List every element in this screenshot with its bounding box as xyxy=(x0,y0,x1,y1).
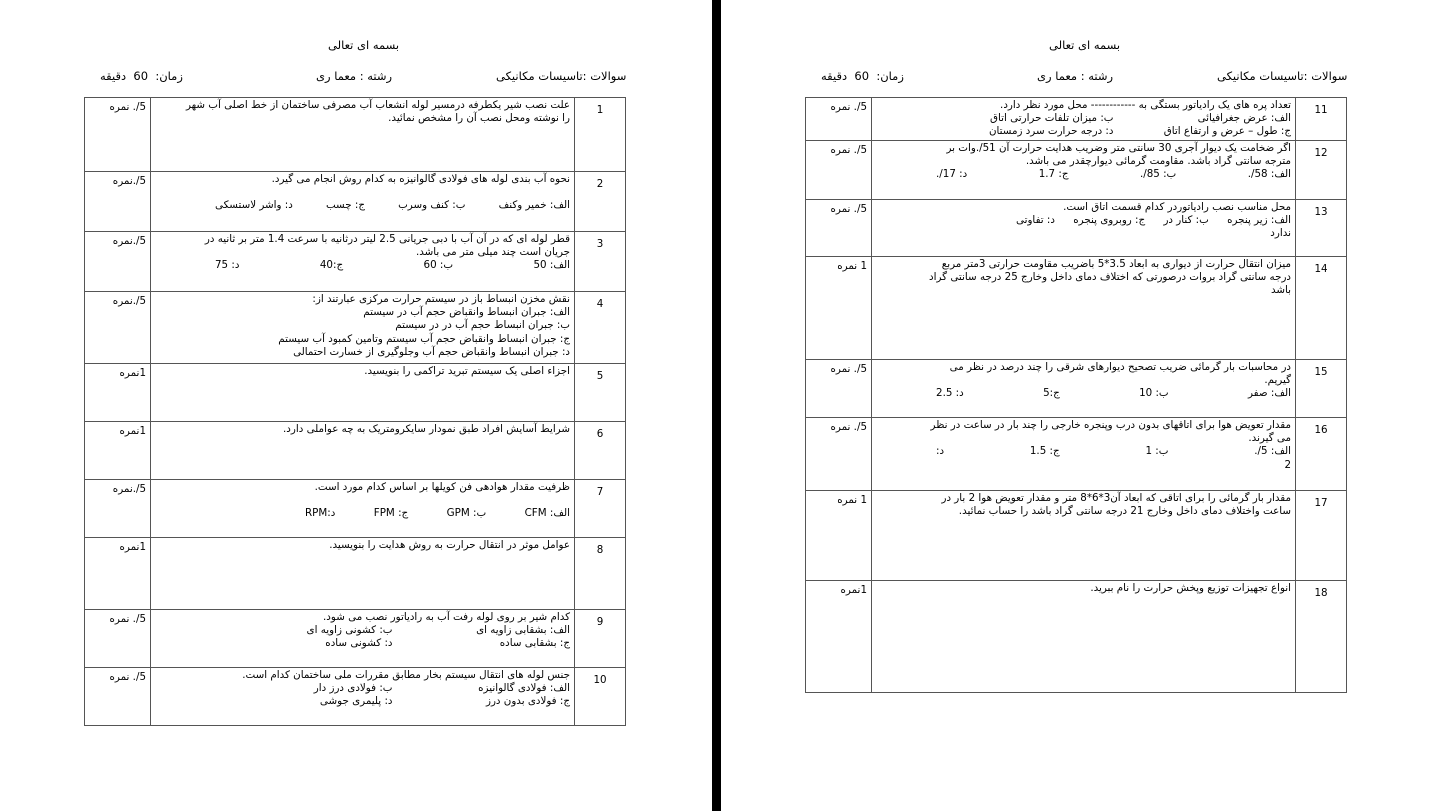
question-row xyxy=(806,257,1347,360)
question-line: درجه سانتی گراد بروات درصورتی که اختلاف دمای داخل وخارج 25 درجه سانتی گراد xyxy=(929,271,1291,284)
question-number: 13 xyxy=(1296,200,1347,257)
question-score: 5/.نمره xyxy=(85,292,151,364)
answer-option: ج:40 xyxy=(319,259,344,272)
header-time: زمان: 60 دقیقه xyxy=(821,69,904,83)
question-score: 5/. نمره xyxy=(85,98,151,172)
answer-option: د: 2.5 xyxy=(936,387,964,400)
header-subject: سوالات :تاسیسات مکانیکی xyxy=(496,69,627,83)
question-text xyxy=(151,364,575,422)
question-number: 12 xyxy=(1296,141,1347,200)
question-row xyxy=(85,172,626,232)
exam-page-left xyxy=(0,0,712,811)
question-line: ج: جبران انبساط وانقباض حجم آب سیستم وتامین کمبود آب سیستم xyxy=(278,332,570,345)
question-line: محل مناسب نصب رادیاتوردر کدام قسمت اتاق است. xyxy=(1063,201,1291,213)
question-number: 10 xyxy=(575,668,626,726)
question-number: 14 xyxy=(1296,257,1347,360)
question-line: مقدار تعویض هوا برای اتاقهای بدون درب وپنجره خارجی را چند بار در ساعت در نظر xyxy=(930,419,1291,431)
question-row xyxy=(85,98,626,172)
answer-option: ج:5 xyxy=(1043,387,1060,400)
question-line: عوامل موثر در انتقال حرارت به روش هدایت را بنویسید. xyxy=(329,539,570,551)
question-line: انواع تجهیزات توزیع وپخش حرارت را نام ببرید. xyxy=(1090,582,1291,594)
questions-table xyxy=(84,97,626,726)
question-text xyxy=(872,200,1296,257)
question-score: 1نمره xyxy=(85,422,151,480)
exam-page-right xyxy=(721,0,1434,811)
answer-option: ب: GPM xyxy=(446,507,487,520)
question-number: 18 xyxy=(1296,581,1347,693)
question-score: 1 نمره xyxy=(806,257,872,360)
question-score: 1نمره xyxy=(806,581,872,693)
answer-option: ج: بشقابی ساده xyxy=(499,637,570,650)
answer-option: د:RPM xyxy=(305,507,336,520)
question-score: 5/. نمره xyxy=(806,200,872,257)
answer-options xyxy=(876,125,1291,138)
question-score: 1نمره xyxy=(85,364,151,422)
question-text xyxy=(872,257,1296,360)
questions-table xyxy=(805,97,1347,693)
question-text xyxy=(151,232,575,292)
question-number: 6 xyxy=(575,422,626,480)
question-row xyxy=(806,491,1347,581)
question-line: اجزاء اصلی یک سیستم تبرید تراکمی را بنویسید. xyxy=(364,365,570,377)
question-number: 2 xyxy=(575,172,626,232)
question-number: 17 xyxy=(1296,491,1347,581)
answer-option: ج: فولادی بدون درز xyxy=(485,695,570,708)
question-row xyxy=(806,418,1347,491)
question-number: 8 xyxy=(575,538,626,610)
question-line: نحوه آب بندی لوله های فولادی گالوانیزه به کدام روش انجام می گیرد. xyxy=(271,173,570,185)
question-text xyxy=(872,491,1296,581)
answer-options xyxy=(876,445,1291,458)
answer-option: الف: 58/. xyxy=(1247,168,1291,181)
page-title: بسمه ای تعالی xyxy=(1049,38,1121,52)
answer-options xyxy=(155,199,570,212)
question-row xyxy=(806,141,1347,200)
answer-option: ب: 10 xyxy=(1139,387,1169,400)
question-text xyxy=(151,668,575,726)
question-line: تعداد پره های یک رادیاتور بستگی به ------------ محل مورد نظر دارد. xyxy=(1000,99,1291,111)
answer-options xyxy=(876,214,1291,227)
answer-option: ج: FPM xyxy=(373,507,409,520)
question-line: کدام شیر بر روی لوله رفت آب به رادیاتور نصب می شود. xyxy=(323,611,570,623)
header-subject: سوالات :تاسیسات مکانیکی xyxy=(1217,69,1348,83)
question-row xyxy=(806,581,1347,693)
question-line: علت نصب شیر یکطرفه درمسیر لوله انشعاب آب مصرفی ساختمان از خط اصلی آب شهر xyxy=(185,99,570,111)
question-score: 5/.نمره xyxy=(85,172,151,232)
answer-option: ب: 85/. xyxy=(1139,168,1177,181)
question-text xyxy=(151,422,575,480)
question-text xyxy=(151,292,575,364)
question-score: 5/. نمره xyxy=(85,610,151,668)
answer-option: الف: صفر xyxy=(1247,387,1291,400)
question-number: 7 xyxy=(575,480,626,538)
question-number: 4 xyxy=(575,292,626,364)
question-line: ب: جبران انبساط حجم آب در در سیستم xyxy=(395,319,570,332)
question-score: 5/. نمره xyxy=(806,360,872,418)
question-line: شرایط آسایش افراد طبق نمودار سایکرومتریک به چه عواملی دارد. xyxy=(283,423,570,435)
question-number: 11 xyxy=(1296,98,1347,141)
question-line: مقدار بار گرمائی را برای اتاقی که ابعاد آن3*6*8 متر و مقدار تعویض هوا 2 بار در xyxy=(941,492,1291,504)
question-score: 5/. نمره xyxy=(806,141,872,200)
answer-continuation: ندارد xyxy=(1270,227,1291,240)
answer-options xyxy=(155,259,570,272)
question-score: 5/. نمره xyxy=(806,98,872,141)
question-text xyxy=(872,141,1296,200)
question-row xyxy=(806,98,1347,141)
question-text xyxy=(872,360,1296,418)
question-line: جریان است چند میلی متر می باشد. xyxy=(415,246,570,259)
question-number: 15 xyxy=(1296,360,1347,418)
page-divider xyxy=(712,0,721,811)
question-line: می گیرند. xyxy=(1248,432,1291,445)
answer-option: د: کشونی ساده xyxy=(325,637,393,650)
question-line: گیریم. xyxy=(1264,374,1291,387)
spacer xyxy=(155,494,570,507)
header-field: رشته : معما ری xyxy=(1037,69,1114,83)
answer-option: ج: طول – عرض و ارتفاع اتاق xyxy=(1163,125,1291,138)
question-line: مترجه سانتی گراد باشد. مقاومت گرمائی دیوارچقدر می باشد. xyxy=(1025,155,1291,168)
answer-option: الف: خمیر وکنف xyxy=(498,199,570,212)
answer-option: ب: کشونی زاویه ای xyxy=(306,624,393,637)
question-number: 3 xyxy=(575,232,626,292)
question-text xyxy=(151,610,575,668)
question-score: 1نمره xyxy=(85,538,151,610)
question-number: 16 xyxy=(1296,418,1347,491)
answer-option: الف: CFM xyxy=(524,507,570,520)
answer-options xyxy=(876,112,1291,125)
question-row xyxy=(85,364,626,422)
answer-options xyxy=(876,168,1291,181)
question-line: الف: جبران انبساط وانقباض حجم آب در سیستم xyxy=(363,306,570,319)
question-line: را نوشته ومحل نصب آن را مشخص نمائید. xyxy=(388,112,570,125)
answer-option: ج: چسب xyxy=(325,199,365,212)
question-line: جنس لوله های انتقال سیستم بخار مطابق مقررات ملی ساختمان کدام است. xyxy=(242,669,570,681)
question-line: نقش مخزن انبساط باز در سیستم حرارت مرکزی عبارتند از: xyxy=(312,293,570,305)
question-row xyxy=(806,360,1347,418)
spacer xyxy=(155,186,570,199)
answer-option: ب: 60 xyxy=(423,259,454,272)
question-text xyxy=(872,418,1296,491)
question-row xyxy=(85,292,626,364)
answer-option: الف: 50 xyxy=(533,259,570,272)
question-text xyxy=(872,98,1296,141)
question-row xyxy=(806,200,1347,257)
answer-option: د: xyxy=(936,445,945,458)
answer-option: د: درجه حرارت سرد زمستان xyxy=(988,125,1114,138)
answer-option: د: تفاوتی xyxy=(1016,214,1055,227)
question-number: 5 xyxy=(575,364,626,422)
question-score: 5/. نمره xyxy=(85,668,151,726)
answer-option: د: پلیمری جوشی xyxy=(319,695,393,708)
answer-option: الف: فولادی گالوانیزه xyxy=(478,682,570,695)
question-text xyxy=(151,480,575,538)
question-row xyxy=(85,422,626,480)
answer-option: ب: فولادی درز دار xyxy=(313,682,393,695)
question-line: در محاسبات بار گرمائی ضریب تصحیح دیوارهای شرقی را چند درصد در نظر می xyxy=(949,361,1291,373)
question-score: 1 نمره xyxy=(806,491,872,581)
answer-options xyxy=(155,507,570,520)
answer-option: ب: کنار در xyxy=(1163,214,1209,227)
question-row xyxy=(85,538,626,610)
answer-option: الف: زیر پنجره xyxy=(1227,214,1291,227)
answer-continuation: 2 xyxy=(1284,458,1291,471)
answer-option: ج: روبروی پنجره xyxy=(1073,214,1146,227)
question-line: د: جبران انبساط وانقباض حجم آب وجلوگیری از خسارت احتمالی xyxy=(293,345,570,358)
answer-option: د: 75 xyxy=(215,259,240,272)
answer-option: ج: 1.5 xyxy=(1029,445,1060,458)
question-line: ظرفیت مقدار هوادهی فن کویلها بر اساس کدام مورد است. xyxy=(314,481,570,493)
answer-option: ب: کنف وسرب xyxy=(398,199,466,212)
question-row xyxy=(85,668,626,726)
answer-option: د: 17/. xyxy=(936,168,968,181)
answer-option: ب: میزان تلفات حرارتی اتاق xyxy=(990,112,1114,125)
question-score: 5/.نمره xyxy=(85,480,151,538)
answer-option: الف: عرض جغرافیائی xyxy=(1197,112,1291,125)
header-time: زمان: 60 دقیقه xyxy=(100,69,183,83)
question-line: باشد xyxy=(1270,284,1291,297)
question-line: ساعت واختلاف دمای داخل وخارج 21 درجه سانتی گراد باشد را حساب نمائید. xyxy=(958,505,1291,518)
header-field: رشته : معما ری xyxy=(316,69,393,83)
answer-option: الف: بشقابی زاویه ای xyxy=(476,624,570,637)
question-row xyxy=(85,480,626,538)
page-title: بسمه ای تعالی xyxy=(328,38,400,52)
question-line: میزان انتقال حرارت از دیواری به ابعاد 3.5*5 باضریب مقاومت حرارتی 3متر مربع xyxy=(941,258,1291,270)
answer-options xyxy=(155,624,570,637)
question-score: 5/.نمره xyxy=(85,232,151,292)
question-text xyxy=(151,98,575,172)
answer-option: د: واشر لاستسکی xyxy=(215,199,293,212)
question-row xyxy=(85,610,626,668)
question-line: قطر لوله ای که در آن آب با دبی جریانی 2.5 لیتر درثانیه با سرعت 1.4 متر بر ثانیه در xyxy=(204,233,570,245)
answer-options xyxy=(155,695,570,708)
question-text xyxy=(151,172,575,232)
question-text xyxy=(872,581,1296,693)
answer-option: ب: 1 xyxy=(1145,445,1169,458)
question-text xyxy=(151,538,575,610)
question-line: اگر ضخامت یک دیوار آجری 30 سانتی متر وضریب هدایت حرارت آن 51/.وات بر xyxy=(946,142,1291,154)
question-number: 1 xyxy=(575,98,626,172)
question-score: 5/. نمره xyxy=(806,418,872,491)
question-number: 9 xyxy=(575,610,626,668)
answer-option: الف: 5/. xyxy=(1254,445,1291,458)
answer-options xyxy=(155,682,570,695)
answer-option: ج: 1.7 xyxy=(1038,168,1069,181)
answer-options xyxy=(876,387,1291,400)
answer-options xyxy=(155,637,570,650)
question-row xyxy=(85,232,626,292)
